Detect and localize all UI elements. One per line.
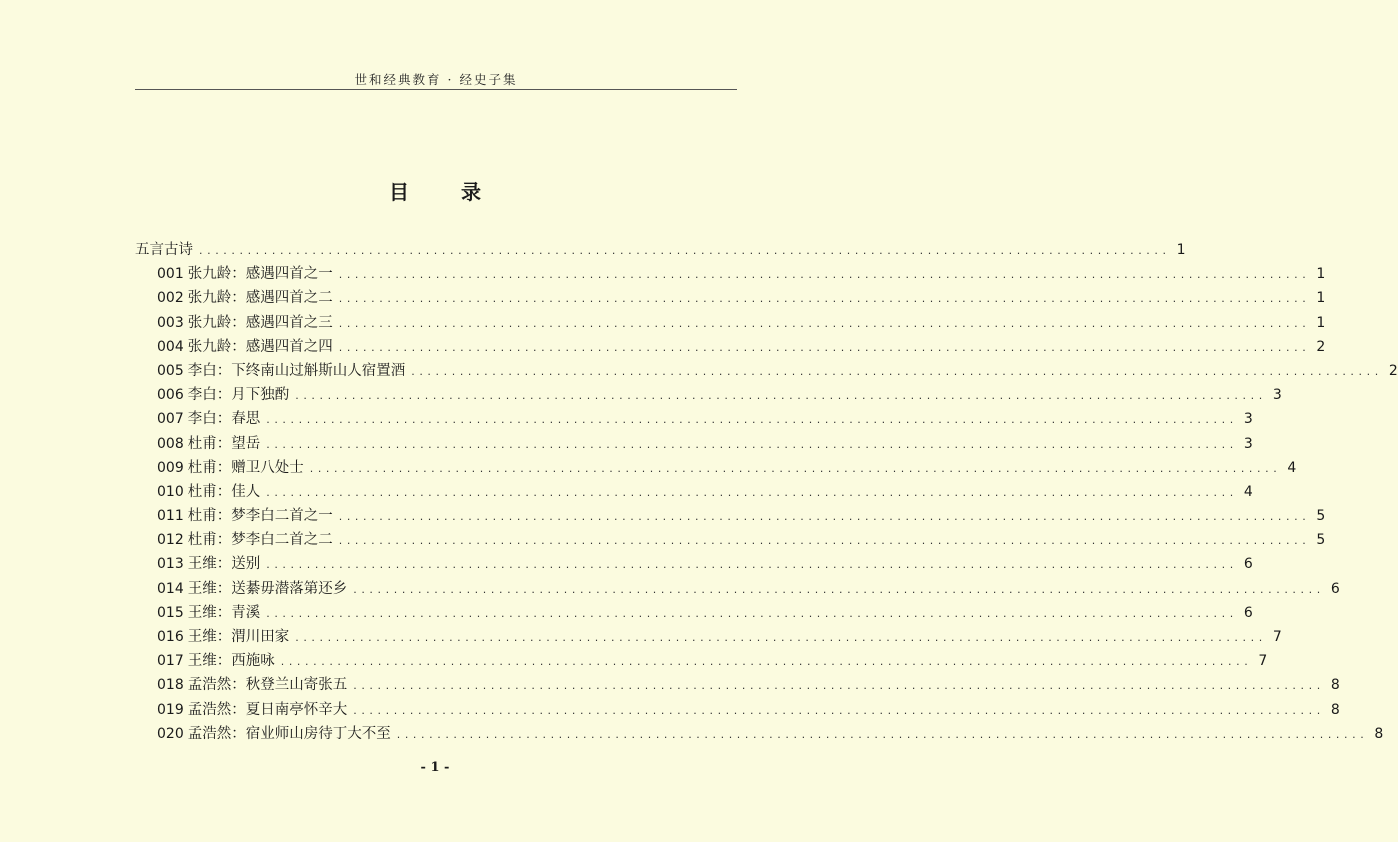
toc-page-number: 8 (1330, 677, 1340, 694)
page-title (0, 176, 870, 205)
title-char-1: 目 (389, 180, 409, 204)
toc-entry-row[interactable] (135, 528, 1326, 552)
toc-leader-dots: ........................................................................................................................ (199, 244, 1171, 257)
toc-entry-row[interactable] (135, 359, 1398, 383)
toc-leader-dots: ........................................................................................................................ (411, 364, 1383, 378)
toc-entry-row[interactable] (135, 504, 1326, 528)
toc-entry-number: 009 (157, 459, 184, 476)
toc-page-number: 2 (1388, 362, 1398, 379)
toc-entry-row[interactable] (135, 286, 1326, 310)
toc-entry-number: 002 (157, 290, 184, 307)
toc-entry-number: 018 (157, 677, 184, 694)
toc-entry-title: 王维：送綦毋潜落第还乡 (187, 580, 348, 597)
toc-leader-dots: ........................................................................................................................ (338, 340, 1311, 354)
toc-entry-title: 王维：渭川田家 (187, 629, 290, 645)
toc-leader-dots: ........................................................................................................................ (353, 703, 1325, 717)
toc-page-number: 6 (1243, 556, 1253, 573)
toc-section-row[interactable] (135, 238, 1186, 262)
toc-page-number: 4 (1243, 483, 1253, 500)
toc-entry-title: 孟浩然：秋登兰山寄张五 (187, 677, 348, 694)
toc-leader-dots: ........................................................................................................................ (338, 510, 1311, 524)
toc-entry-title: 王维：西施咏 (187, 653, 275, 670)
toc-entry-row[interactable] (135, 577, 1340, 601)
toc-entry-row[interactable] (135, 601, 1253, 625)
toc-page-number: 7 (1272, 629, 1282, 645)
toc-entry-title: 李白：春思 (187, 411, 261, 428)
toc-entry-title: 张九龄：感遇四首之三 (187, 314, 333, 331)
running-header: 世和经典教育 · 经史子集 (354, 72, 518, 87)
toc-entry-title: 李白：下终南山过斛斯山人宿置酒 (187, 362, 406, 379)
toc-page-number: 3 (1243, 411, 1253, 428)
toc-entry-row[interactable] (135, 552, 1253, 576)
toc-leader-dots: ........................................................................................................................ (338, 534, 1311, 548)
toc-entry-number: 006 (157, 387, 184, 404)
toc-entry-title: 杜甫：佳人 (187, 483, 261, 500)
toc-entry-row[interactable] (135, 407, 1253, 431)
toc-entry-number: 004 (157, 338, 184, 355)
toc-entry-row[interactable] (135, 456, 1297, 480)
toc-leader-dots: ........................................................................................................................ (266, 437, 1238, 451)
header-rule (135, 89, 737, 90)
toc-entry-row[interactable] (135, 383, 1282, 407)
toc-entry-number: 019 (157, 701, 184, 718)
toc-page-number: 1 (1176, 242, 1186, 258)
toc-entry-row[interactable] (135, 432, 1253, 456)
toc-entry-title: 张九龄：感遇四首之四 (187, 338, 333, 355)
toc-page-number: 6 (1330, 580, 1340, 597)
toc-entry-row[interactable] (135, 262, 1326, 286)
toc-entry-number: 008 (157, 435, 184, 452)
toc-leader-dots: ........................................................................................................................ (353, 582, 1325, 596)
toc-page-number: 5 (1316, 532, 1326, 549)
toc-entry-number: 011 (157, 508, 184, 525)
table-of-contents (135, 238, 1398, 746)
toc-entry-row[interactable] (135, 698, 1340, 722)
toc-entry-title: 王维：送别 (187, 556, 261, 573)
toc-entry-number: 007 (157, 411, 184, 428)
toc-entry-title: 孟浩然：宿业师山房待丁大不至 (187, 725, 391, 742)
toc-entry-title: 杜甫：梦李白二首之一 (187, 508, 333, 525)
toc-entry-row[interactable] (135, 673, 1340, 697)
toc-entry-title: 张九龄：感遇四首之二 (187, 290, 333, 307)
toc-section-label: 五言古诗 (135, 242, 193, 258)
toc-page-number: 1 (1316, 266, 1326, 283)
toc-entry-number: 020 (157, 725, 184, 742)
toc-page-number: 4 (1287, 459, 1297, 476)
title-char-2: 录 (461, 180, 481, 204)
toc-entry-row[interactable] (135, 649, 1268, 673)
toc-leader-dots: ........................................................................................................................ (338, 316, 1311, 330)
toc-entry-number: 001 (157, 266, 184, 283)
toc-leader-dots: ........................................................................................................................ (396, 727, 1369, 741)
toc-entry-number: 010 (157, 483, 184, 500)
toc-entry-title: 杜甫：赠卫八处士 (187, 459, 304, 476)
toc-entry-number: 003 (157, 314, 184, 331)
page-number-footer: - 1 - (420, 760, 450, 775)
toc-leader-dots: ........................................................................................................................ (295, 631, 1267, 644)
toc-page-number: 3 (1243, 435, 1253, 452)
toc-entry-number: 014 (157, 580, 184, 597)
toc-leader-dots: ........................................................................................................................ (266, 485, 1238, 499)
toc-leader-dots: ........................................................................................................................ (266, 606, 1238, 620)
toc-entry-number: 005 (157, 362, 184, 379)
toc-entry-number: 016 (157, 629, 184, 645)
toc-leader-dots: ........................................................................................................................ (338, 292, 1311, 306)
toc-entry-title: 杜甫：望岳 (187, 435, 261, 452)
toc-entry-list (135, 262, 1398, 746)
toc-leader-dots: ........................................................................................................................ (295, 389, 1267, 403)
toc-page-number: 1 (1316, 314, 1326, 331)
toc-page-number: 6 (1243, 604, 1253, 621)
toc-entry-number: 017 (157, 653, 184, 670)
toc-page-number: 2 (1316, 338, 1326, 355)
toc-entry-row[interactable] (135, 335, 1326, 359)
toc-entry-row[interactable] (135, 311, 1326, 335)
toc-entry-title: 王维：青溪 (187, 604, 261, 621)
toc-leader-dots: ........................................................................................................................ (353, 679, 1325, 693)
toc-entry-number: 012 (157, 532, 184, 549)
toc-page-number: 8 (1374, 725, 1384, 742)
toc-entry-title: 杜甫：梦李白二首之二 (187, 532, 333, 549)
toc-page-number: 3 (1272, 387, 1282, 404)
toc-page-number: 7 (1258, 653, 1268, 670)
toc-page-number: 5 (1316, 508, 1326, 525)
toc-entry-row[interactable] (135, 480, 1253, 504)
toc-entry-title: 张九龄：感遇四首之一 (187, 266, 333, 283)
toc-leader-dots: ........................................................................................................................ (309, 461, 1282, 475)
toc-page-number: 8 (1330, 701, 1340, 718)
toc-entry-title: 李白：月下独酌 (187, 387, 290, 404)
toc-entry-row[interactable] (135, 722, 1384, 746)
toc-leader-dots: ........................................................................................................................ (266, 558, 1238, 572)
toc-entry-row[interactable] (135, 625, 1282, 649)
toc-leader-dots: ........................................................................................................................ (280, 655, 1253, 669)
toc-entry-title: 孟浩然：夏日南亭怀辛大 (187, 701, 348, 718)
toc-entry-number: 013 (157, 556, 184, 573)
toc-leader-dots: ........................................................................................................................ (266, 413, 1238, 427)
toc-entry-number: 015 (157, 604, 184, 621)
toc-leader-dots: ........................................................................................................................ (338, 268, 1311, 282)
toc-page-number: 1 (1316, 290, 1326, 307)
